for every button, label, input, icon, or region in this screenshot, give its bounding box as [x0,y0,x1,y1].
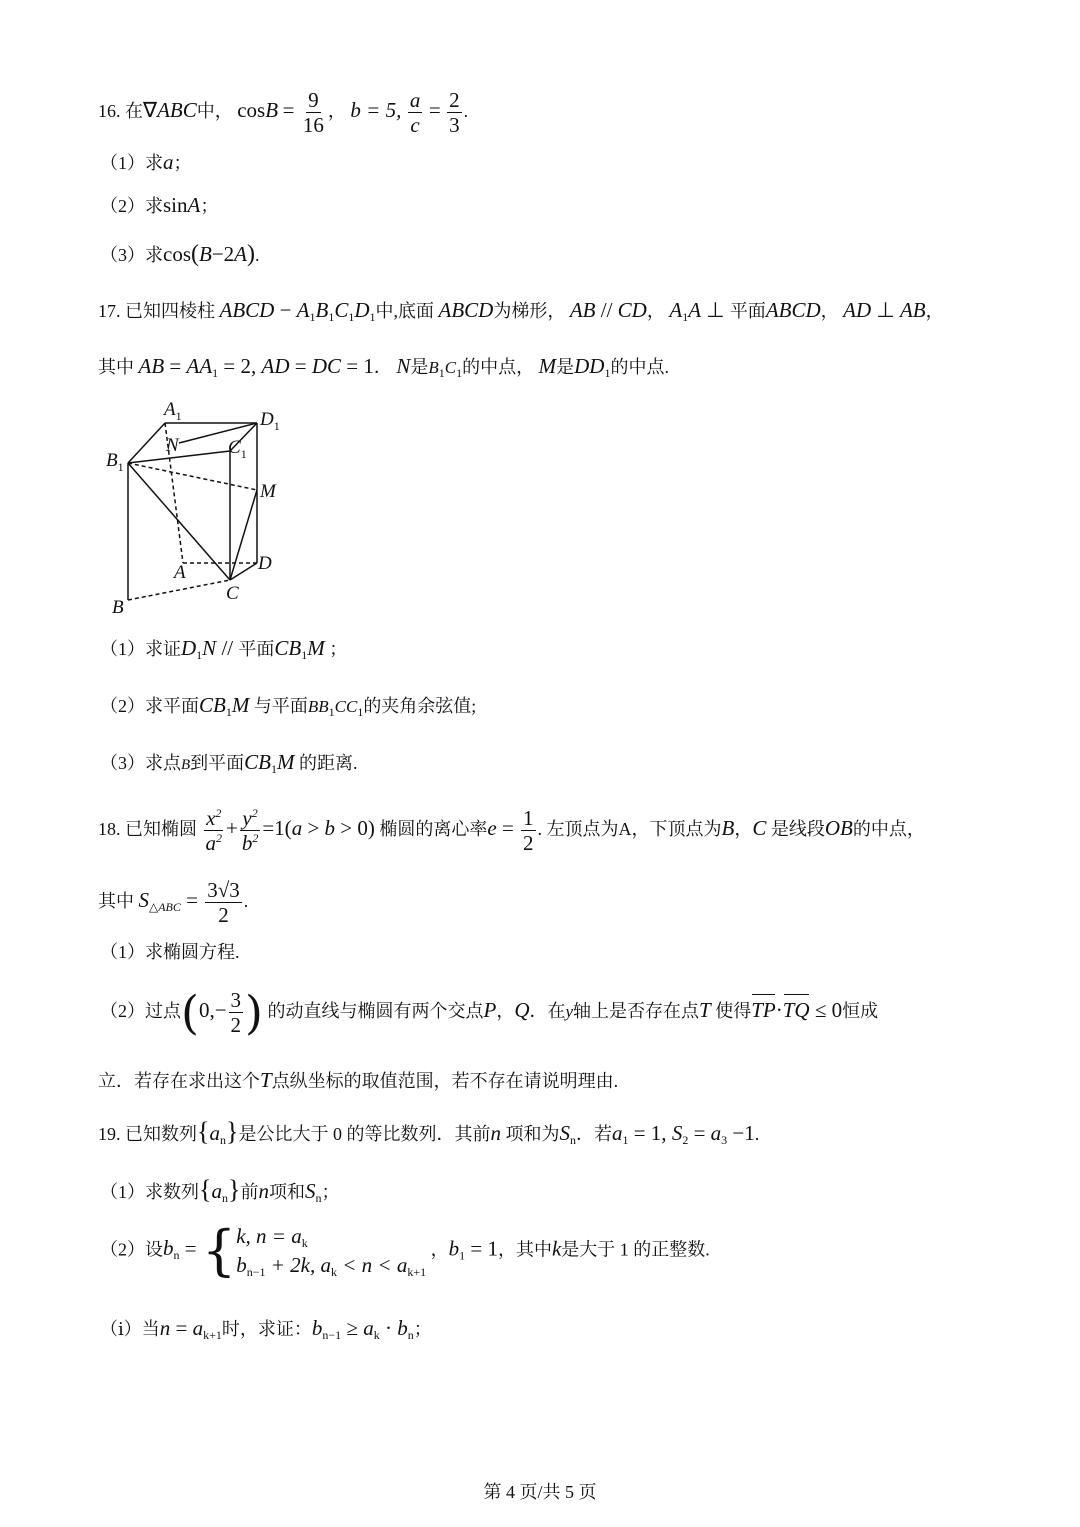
q18-part2-line1: （2）过点(0,− $\frac{3}{2}$ ) 的动直线与椭圆有两个交点P，Q．在y轴上是否存在点T 使得TP·TQ ≤ 0恒成 [100,985,879,1040]
label-m: M [260,481,276,502]
label-d: D [258,553,272,574]
q18-stem-line2: 其中 $S_{\triangle ABC}$ = $\frac{3√3}{2}$ . [98,878,249,928]
prism-figure [100,395,300,620]
q17-stem-line2: 其中 AB = $AA_1 = 2$, AD = DC = 1． N是$B_1C_1$的中点， M是$DD_1$的中点. [98,354,669,380]
q18-part2-line2: 立．若存在求出这个T点纵坐标的取值范围，若不存在请说明理由. [98,1068,619,1092]
q17-part2: （2）求平面$CB_1M$ 与平面$BB_1CC_1$的夹角余弦值; [100,693,477,719]
edge-b-c [128,580,230,600]
label-b1: $B_1$ [106,450,124,474]
q16-part2: （2）求sinA； [100,193,219,217]
q17-part3: （3）求点B到平面$CB_1M$ 的距离. [100,750,358,776]
label-c: C [226,583,239,604]
q18-part1: （1）求椭圆方程. [100,942,240,962]
edge-b1-c1 [128,451,230,463]
edge-b1-a1 [128,423,165,463]
label-c1: $C_1$ [228,437,247,461]
page-footer: 第 4 页/共 5 页 [483,1482,597,1502]
q16-stem: 16. 在∇ABC中， cosB = $\frac{9}{16}$ ， b = 5, $\frac{a}{c}$ = $\frac{2}{3}$ . [98,88,469,138]
edge-d1-n [179,423,257,443]
q19-stem: 19. 已知数列$\{a_n\}$是公比大于 0 的等比数列．其前n 项和为$S_n$．若$a_1 = 1$, $S_2 = a_3 -1$. [98,1117,760,1147]
q19-part2: （2）设$b_n$ = { k, $n = a_k$ $b_{n-1} + 2k$, $a_k < n < a_{k+1}$ ，$b_1 = 1$，其中k是大于 1 的正整数. [100,1219,710,1283]
q19-part1: （1）求数列$\{a_n\}$前n项和$S_n$； [100,1175,340,1205]
q16-part3: （3）求cos(B−2A). [100,241,260,267]
q18-stem-line1: 18. 已知椭圆 $\frac{x^2}{a^2}$ + $\frac{y^2}{b^2}$ =1(a > b > 0) 椭圆的离心率e = $\frac{1}{2}$ . 左顶点为A，下顶点为B，C 是线段OB的中点， [98,806,925,856]
q17-stem-line1: 17. 已知四棱柱 ABCD − $A_1B_1C_1D_1$中,底面 ABCD为梯形， AB // CD， $A_1A$ ⊥ 平面ABCD， AD ⊥ AB， [98,298,944,324]
q19-part2-i: （ⅰ）当$n = a_{k+1}$时，求证：$b_{n-1} \ge a_k \cdot b_n$； [100,1316,432,1342]
label-a1: $A_1$ [164,399,182,423]
edge-c-m [230,490,257,580]
label-n: N [166,435,179,456]
label-a: A [174,562,186,583]
label-d1: $D_1$ [260,409,280,433]
q17-part1: （1）求证$D_1N$ // 平面$CB_1M$ ； [100,636,348,662]
q16-part1: （1）求a； [100,150,192,174]
label-b: B [112,597,124,618]
